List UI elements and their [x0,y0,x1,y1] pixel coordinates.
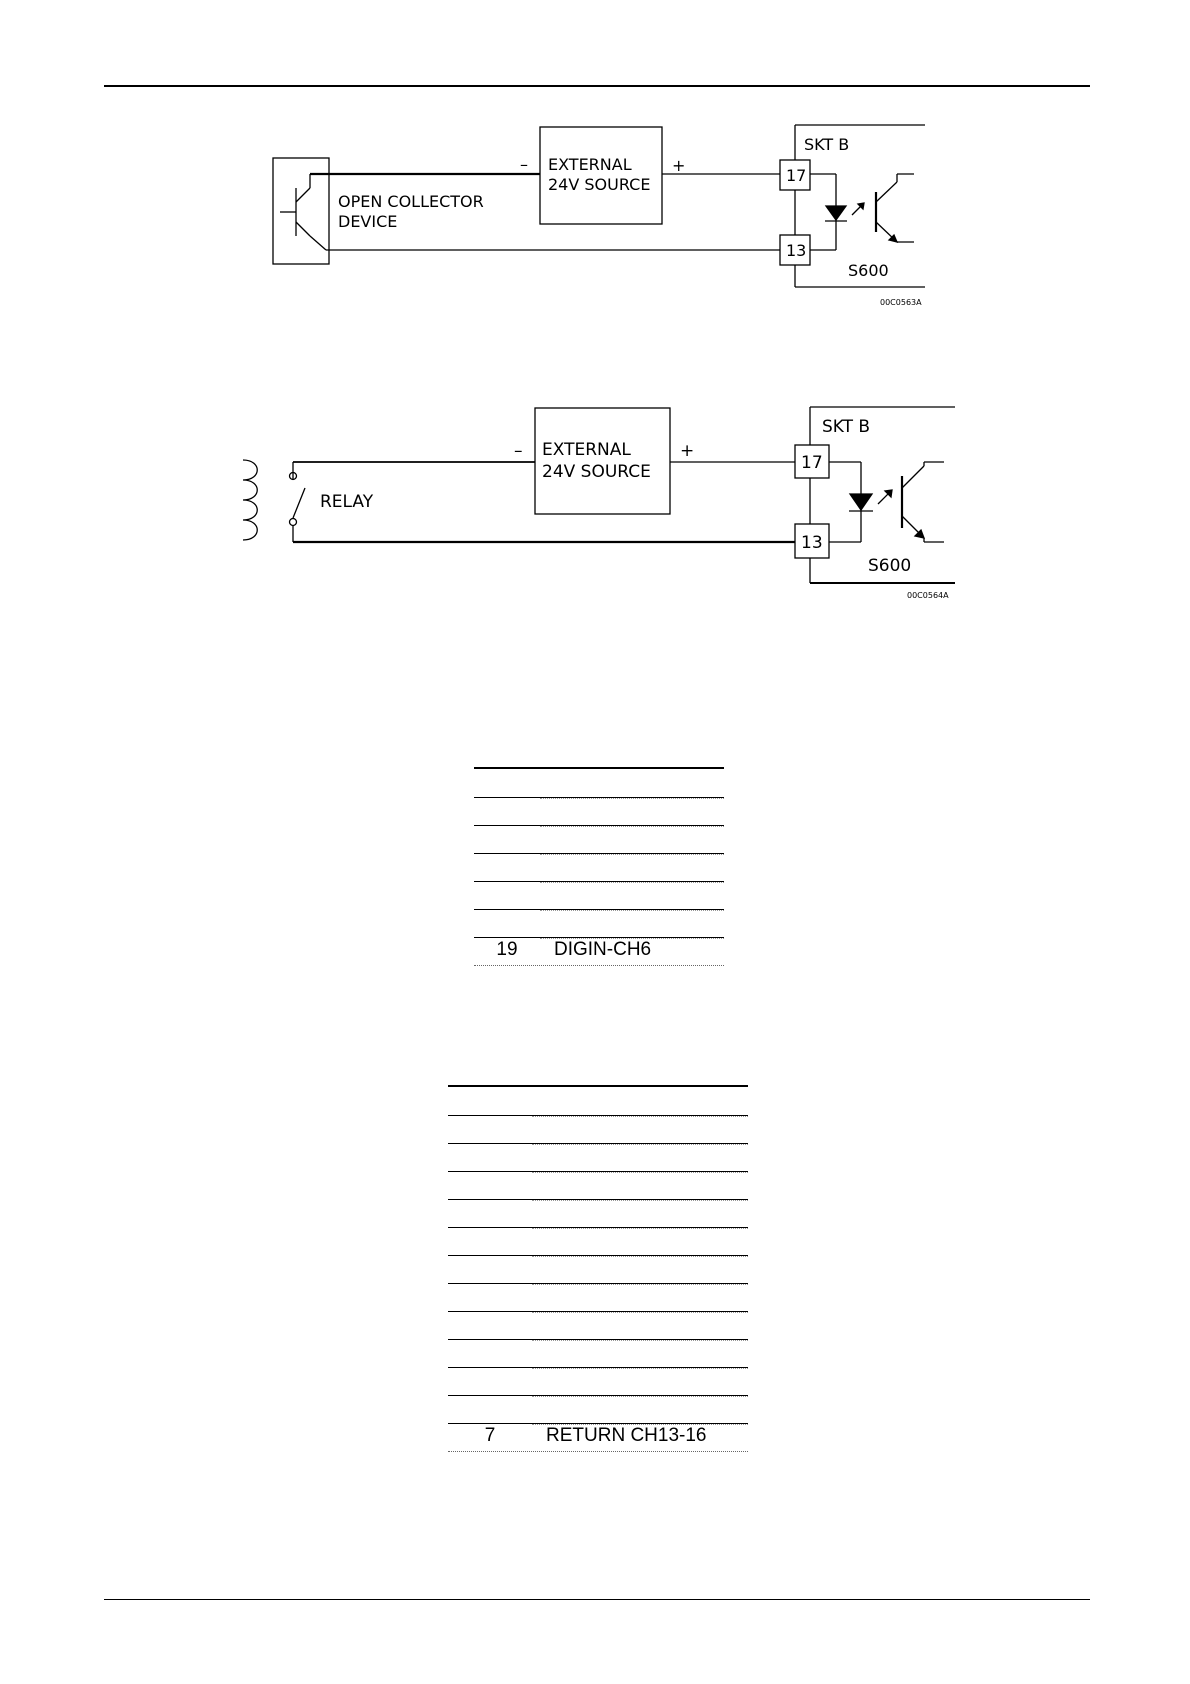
table-row [474,825,724,853]
signal-name-cell: DIGIN-CH6 [554,939,652,960]
plus-sign: + [672,156,686,175]
open-collector-wiring-diagram [0,0,1190,320]
table-row [448,1171,748,1199]
pin-table-2 [448,1085,748,1465]
device-label-line2: DEVICE [338,212,398,231]
row-rule [474,965,724,966]
table-row [448,1283,748,1311]
pin-number-cell: 7 [484,1425,496,1446]
minus-sign: – [520,155,528,174]
relay-wiring-diagram [0,390,1190,620]
table-row [448,1367,748,1395]
table-row [448,1255,748,1283]
table-row [448,1395,748,1423]
table-row [448,1227,748,1255]
drawing-reference: 00C0564A [907,591,949,600]
table-row [448,1087,748,1115]
external-source-box [535,408,670,514]
source-label-line2: 24V SOURCE [542,462,651,482]
table-row [474,909,724,937]
socket-label: SKT B [804,135,850,154]
minus-sign: – [514,441,523,461]
pin-13-label: 13 [801,533,823,553]
pin-13-label: 13 [786,241,807,260]
source-label-line2: 24V SOURCE [548,175,651,194]
row-rule [448,1451,748,1452]
unit-label: S600 [868,556,912,576]
table-row [448,1143,748,1171]
drawing-reference: 00C0563A [880,298,922,307]
table-row [448,1199,748,1227]
signal-name-cell: RETURN CH13-16 [546,1425,707,1446]
table-row [448,1423,748,1451]
pin-17-label: 17 [786,166,807,185]
table-row [448,1115,748,1143]
plus-sign: + [680,441,695,461]
pin-table-1 [474,767,724,967]
relay-coil [243,460,257,540]
table-row [474,881,724,909]
source-label-line1: EXTERNAL [542,440,631,460]
table-row [474,937,724,965]
pin-number-cell: 19 [496,939,518,960]
footer-rule [104,1599,1090,1600]
table-row [474,797,724,825]
socket-label: SKT B [822,417,871,437]
relay-label: RELAY [320,492,374,512]
pin-17-label: 17 [801,453,823,473]
table-row [448,1339,748,1367]
unit-label: S600 [848,261,889,280]
table-row [474,853,724,881]
device-label-line1: OPEN COLLECTOR [338,192,484,211]
table-row [474,769,724,797]
table-row [448,1311,748,1339]
source-label-line1: EXTERNAL [548,155,632,174]
